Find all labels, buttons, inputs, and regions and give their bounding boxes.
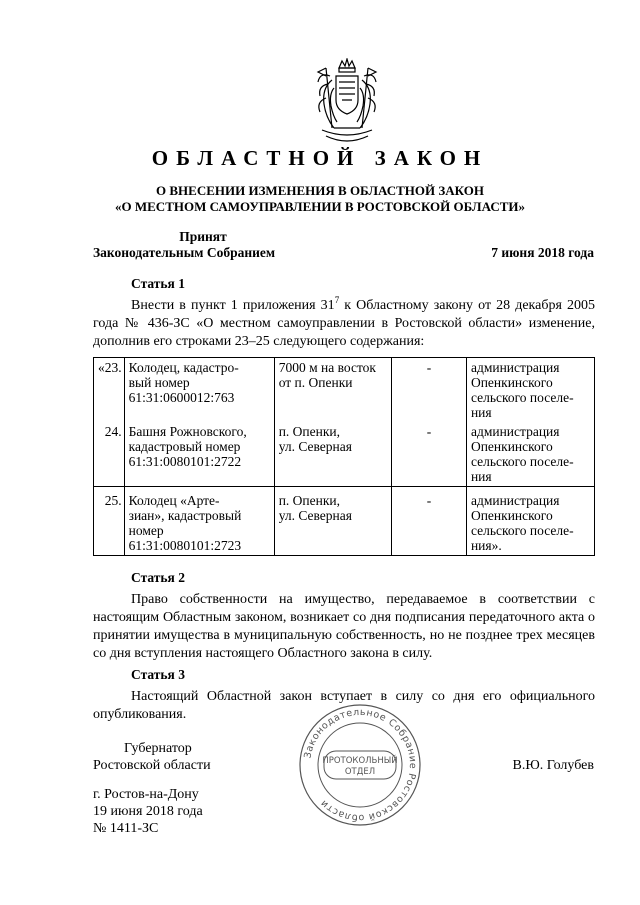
object-administration: администрация Опенкинского сельского поселе- ния [466,358,594,423]
article-3-text: Настоящий Областной закон вступает в силу со дня его официального опубликования. [93,689,595,722]
stamp-inner-line-2: ОТДЕЛ [344,767,376,777]
article-1-text-end: к Областному закону от 28 декабря 2005 года № 436-ЗС «О местном самоуправлении в Ростовской области» изменение, дополнив его строками 23–25 следующего содержания: [93,298,595,349]
adopted-label: Принят [179,229,227,244]
subtitle-line-1: О ВНЕСЕНИИ ИЗМЕНЕНИЯ В ОБЛАСТНОЙ ЗАКОН [156,183,484,198]
article-1-superscript: 7 [334,295,340,305]
table-row [94,487,595,556]
object-cadastral: - [391,358,466,423]
object-administration: администрация Опенкинского сельского поселе- ния [466,422,594,487]
object-cadastral: - [391,422,466,487]
issue-number: № 1411-ЗС [93,821,159,836]
governor-region: Ростовской области [93,758,211,773]
governor-title: Губернатор [124,741,192,756]
object-location: п. Опенки, ул. Северная [274,487,391,556]
object-name: Колодец, кадастро- вый номер 61:31:0600012:763 [124,358,274,423]
stamp-inner-line-1: ПРОТОКОЛЬНЫЙ [322,756,398,766]
article-2-text: Право собственности на имущество, передаваемое в соответствии с настоящим Областным законом, возникает со дня подписания передаточного акта о принятии имущества в муниципальную собственность, но не позднее трех месяцев со дня вступления настоящего Областного закона в силу. [93,592,595,661]
article-1-text [93,297,595,351]
issue-date: 19 июня 2018 года [93,804,203,819]
adoption-date: 7 июня 2018 года [491,245,594,260]
adoption-info [93,229,313,261]
issue-place: г. Ростов-на-Дону [93,787,199,802]
object-name: Колодец «Арте- зиан», кадастровый номер 61:31:0080101:2723 [124,487,274,556]
object-location: 7000 м на восток от п. Опенки [274,358,391,423]
article-1-text-start: Внести в пункт 1 приложения 31 [131,298,335,313]
coat-of-arms-icon [312,58,382,146]
object-cadastral: - [391,487,466,556]
adopted-by: Законодательным Собранием [93,245,276,260]
article-2-heading: Статья 2 [131,570,185,585]
row-number: 25. [94,487,125,556]
table-row [94,358,595,423]
row-number: «23. [94,358,125,423]
object-location: п. Опенки, ул. Северная [274,422,391,487]
law-subtitle [0,183,640,215]
article-1-heading: Статья 1 [131,276,185,291]
amendment-table [93,357,595,556]
article-3-heading: Статья 3 [131,667,185,682]
issue-info [93,786,203,837]
subtitle-line-2: «О МЕСТНОМ САМОУПРАВЛЕНИИ В РОСТОВСКОЙ ОБЛАСТИ» [115,199,525,214]
table-row [94,422,595,487]
object-name: Башня Рожновского, кадастровый номер 61:31:0080101:2722 [124,422,274,487]
official-stamp [298,703,422,827]
governor-name: В.Ю. Голубев [512,758,594,773]
law-title: ОБЛАСТНОЙ ЗАКОН [151,146,489,170]
stamp-outer-text: Законодательное Собрание Ростовской области [302,706,419,824]
row-number: 24. [94,422,125,487]
object-administration: администрация Опенкинского сельского поселе- ния». [466,487,594,556]
